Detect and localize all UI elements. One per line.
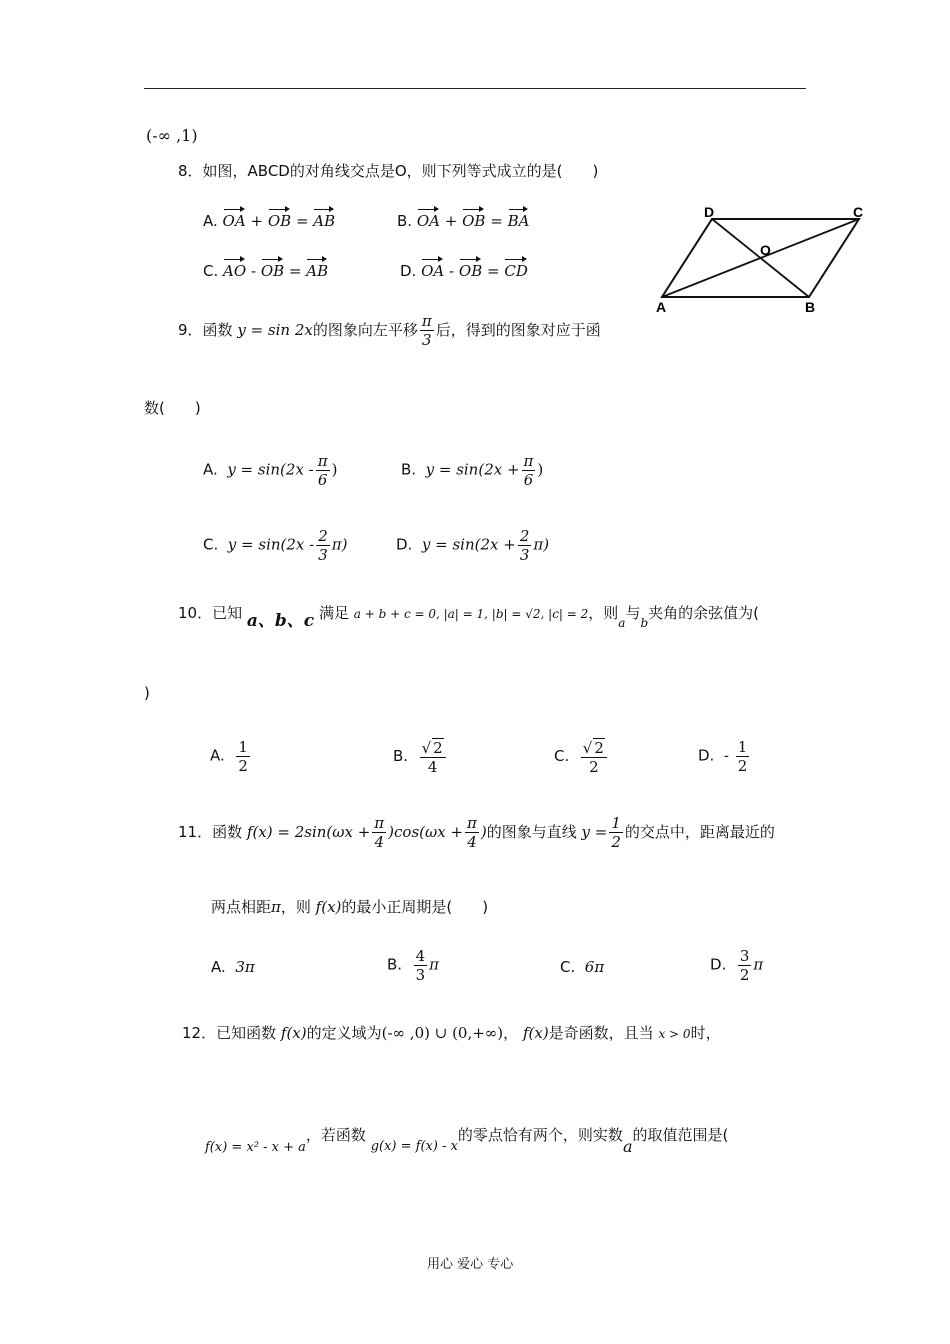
q12-comma: ， (503, 1024, 519, 1042)
vertex-d-label: D (704, 204, 715, 220)
q10-pre: 已知 (212, 604, 243, 622)
vector-oa: OA (421, 256, 444, 280)
q12-var-a: a (622, 1137, 633, 1156)
numerator: π (467, 814, 477, 832)
denominator: 6 (523, 471, 534, 489)
q8-text: 如图，ABCD的对角线交点是O，则下列等式成立的是( ) (202, 162, 599, 180)
numerator: 3 (739, 947, 750, 965)
q12-line2-b: 的零点恰有两个，则实数 (457, 1126, 623, 1144)
fraction (518, 527, 532, 564)
vector-ao: AO (223, 256, 246, 280)
value: 6π (584, 958, 605, 976)
q9-option-d (396, 527, 549, 564)
q9-option-c (203, 527, 348, 564)
numerator: π (374, 814, 385, 832)
q10-number: 10． (178, 604, 213, 622)
q10-option-a (210, 738, 252, 775)
q10-close-paren: ) (144, 684, 150, 702)
q10-post2: 夹角的余弦值为( (648, 604, 760, 622)
parallelogram-figure (650, 200, 870, 318)
q9-a-label: A. (203, 460, 218, 479)
numerator: π (523, 452, 534, 470)
vertex-a-label: A (656, 299, 667, 315)
denominator: 3 (415, 966, 426, 984)
vertex-c-label: C (853, 204, 864, 220)
q11-d-label: D. (710, 955, 727, 974)
q11-number: 11． (178, 823, 213, 841)
denominator: 4 (374, 833, 384, 851)
q11-a-label: A. (211, 958, 226, 976)
op: + (444, 212, 458, 230)
op: - (250, 262, 257, 280)
q9-option-a (203, 452, 337, 489)
q11-pre: 函数 (212, 823, 243, 841)
fraction (316, 527, 330, 564)
q8-option-a (203, 206, 335, 230)
vector-ab: AB (306, 256, 328, 280)
q10-a-label: A. (210, 746, 225, 765)
q8-option-b (397, 206, 529, 230)
q11-line2-mid: ，则 (280, 898, 311, 916)
numerator: π (421, 312, 432, 330)
diagonal-bd (712, 219, 809, 297)
numerator: 2 (318, 527, 328, 545)
vector-ba: BA (508, 206, 530, 230)
q9-post: 后，得到的图象对应于函 (435, 321, 601, 339)
q11-option-b (387, 947, 439, 984)
q10-d-label: D. (698, 746, 715, 765)
q11-stem-line2 (211, 896, 488, 917)
vector-oa: OA (417, 206, 440, 230)
q9-c-label: C. (203, 535, 219, 554)
vector-ob: OB (462, 206, 485, 230)
q12-fx: f(x) (280, 1024, 307, 1042)
denominator: 3 (519, 546, 530, 564)
q12-gx: g(x) = f(x) - x (370, 1139, 458, 1154)
numerator: √ 2 (581, 738, 607, 758)
fraction (420, 738, 446, 776)
q9-shift-fraction (420, 312, 434, 349)
q11-line2-pre: 两点相距 (211, 898, 272, 916)
q12-mid2: 是奇函数，且当 (548, 1024, 654, 1042)
vector-ob: OB (261, 256, 284, 280)
fraction (736, 738, 750, 775)
q12-mid1: 的定义域为 (306, 1024, 382, 1042)
denominator: 2 (238, 757, 248, 775)
denominator: 4 (467, 833, 477, 851)
q12-line2-a: ，若函数 (305, 1126, 366, 1144)
denominator: 2 (739, 966, 750, 984)
q12-mid3: 时， (690, 1024, 721, 1042)
q8-stem (178, 160, 598, 181)
eq: = (295, 212, 309, 230)
q9-stem (178, 312, 601, 349)
q10-mid: 满足 (318, 604, 349, 622)
numerator: 1 (737, 738, 748, 756)
q8-option-d (400, 256, 528, 280)
vector-ob: OB (459, 256, 482, 280)
q11-option-a (211, 958, 255, 976)
header-fragment: (-∞ ,1) (146, 126, 198, 145)
fraction (738, 947, 752, 984)
q9-option-b (401, 452, 543, 489)
q8-d-label: D. (400, 262, 417, 280)
denominator: 2 (737, 757, 748, 775)
vector-cd: CD (504, 256, 528, 280)
denominator: 2 (589, 758, 599, 776)
q9-func: y = sin 2x (237, 321, 313, 339)
q10-vectors: a、b、c (246, 611, 315, 631)
q11-c-label: C. (560, 958, 576, 976)
numerator: 4 (415, 947, 426, 965)
expr: y = sin(2x - (227, 460, 314, 479)
numerator: 1 (611, 814, 621, 832)
eq: = (490, 212, 503, 230)
center-o-label: O (760, 242, 771, 258)
q10-option-d (698, 738, 751, 775)
q10-option-c (554, 738, 609, 776)
q9-b-label: B. (401, 460, 417, 479)
fraction (236, 738, 250, 775)
close: π) (533, 535, 550, 554)
q11-post: 的交点中，距离最近的 (624, 823, 775, 841)
fraction (316, 452, 330, 489)
close: ) (537, 460, 544, 479)
q11-line2-post: 的最小正周期是( ) (341, 898, 489, 916)
q10-post1: ，则 (588, 604, 619, 622)
numerator: π (317, 452, 328, 470)
denominator: 6 (317, 471, 328, 489)
close: π) (331, 535, 348, 554)
q9-number: 9． (178, 321, 203, 339)
q11-f3: ) (480, 823, 487, 841)
q12-line2-c: 的取值范围是( (632, 1126, 729, 1144)
pi: π (753, 955, 764, 974)
q11-option-d (710, 947, 763, 984)
vector-oa: OA (223, 206, 246, 230)
q12-pre: 已知函数 (216, 1024, 277, 1042)
value: 3π (235, 958, 255, 976)
q12-domain: (-∞ ,0) ∪ (0,+∞) (381, 1024, 504, 1042)
fraction (465, 814, 479, 851)
pi: π (429, 955, 440, 974)
numerator: 1 (238, 738, 248, 756)
q11-mid: 的图象与直线 (486, 823, 577, 841)
q11-pi: π (271, 898, 281, 916)
fraction (581, 738, 607, 776)
q9-mid: 的图象向左平移 (312, 321, 418, 339)
q12-stem-line2 (205, 1124, 729, 1156)
fraction (609, 814, 623, 851)
q9-pre: 函数 (202, 321, 233, 339)
q9-stem-continued: 数( ) (144, 399, 201, 417)
radicand: 2 (594, 739, 604, 757)
q12-number: 12． (182, 1024, 217, 1042)
denominator: 4 (427, 758, 438, 776)
q10-c-label: C. (554, 747, 570, 765)
vector-ab: AB (313, 206, 335, 230)
q11-f1: f(x) = 2sin(ωx + (246, 823, 371, 841)
q11-b-label: B. (387, 955, 403, 974)
header-rule (144, 88, 806, 89)
q12-fx-def: f(x) = x² - x + a (205, 1140, 306, 1155)
page-footer: 用心 爱心 专心 (427, 1257, 514, 1272)
q10-vec-a: a (618, 616, 626, 630)
op: + (250, 212, 264, 230)
q8-number: 8． (178, 162, 203, 180)
expr: y = sin(2x + (421, 535, 516, 554)
fraction (372, 814, 386, 851)
numerator: √ 2 (420, 738, 446, 758)
denominator: 3 (422, 331, 432, 349)
q11-f2: )cos(ωx + (388, 823, 464, 841)
denominator: 3 (318, 546, 328, 564)
q10-condition: a + b + c = 0, |a| = 1, |b| = √2, |c| = 2 (353, 607, 589, 621)
op: - (449, 262, 455, 280)
q10-with: 与 (625, 604, 641, 622)
q12-fx2: f(x) (522, 1024, 549, 1042)
sign: - (723, 746, 729, 765)
numerator: 2 (519, 527, 530, 545)
q8-b-label: B. (397, 212, 413, 230)
eq: = (487, 262, 500, 280)
radicand: 2 (433, 739, 443, 757)
q8-c-label: C. (203, 262, 219, 280)
expr: y = sin(2x + (425, 460, 520, 479)
q11-line: y = (581, 823, 608, 841)
vector-ob: OB (268, 206, 291, 230)
denominator: 2 (611, 833, 621, 851)
q8-option-c (203, 256, 328, 280)
q11-stem (178, 814, 775, 851)
q12-stem (182, 1022, 721, 1043)
vertex-b-label: B (805, 299, 816, 315)
fraction (414, 947, 428, 984)
q12-cond: x > 0 (658, 1027, 691, 1041)
q8-a-label: A. (203, 212, 218, 230)
q10-vec-b: b (640, 616, 649, 630)
q10-stem (178, 598, 760, 631)
q11-option-c (560, 958, 604, 976)
q9-d-label: D. (396, 535, 413, 554)
q10-option-b (393, 738, 448, 776)
eq: = (288, 262, 302, 280)
close: ) (331, 460, 338, 479)
q11-fx: f(x) (315, 898, 342, 916)
expr: y = sin(2x - (227, 535, 315, 554)
q10-b-label: B. (393, 747, 409, 765)
fraction (522, 452, 536, 489)
